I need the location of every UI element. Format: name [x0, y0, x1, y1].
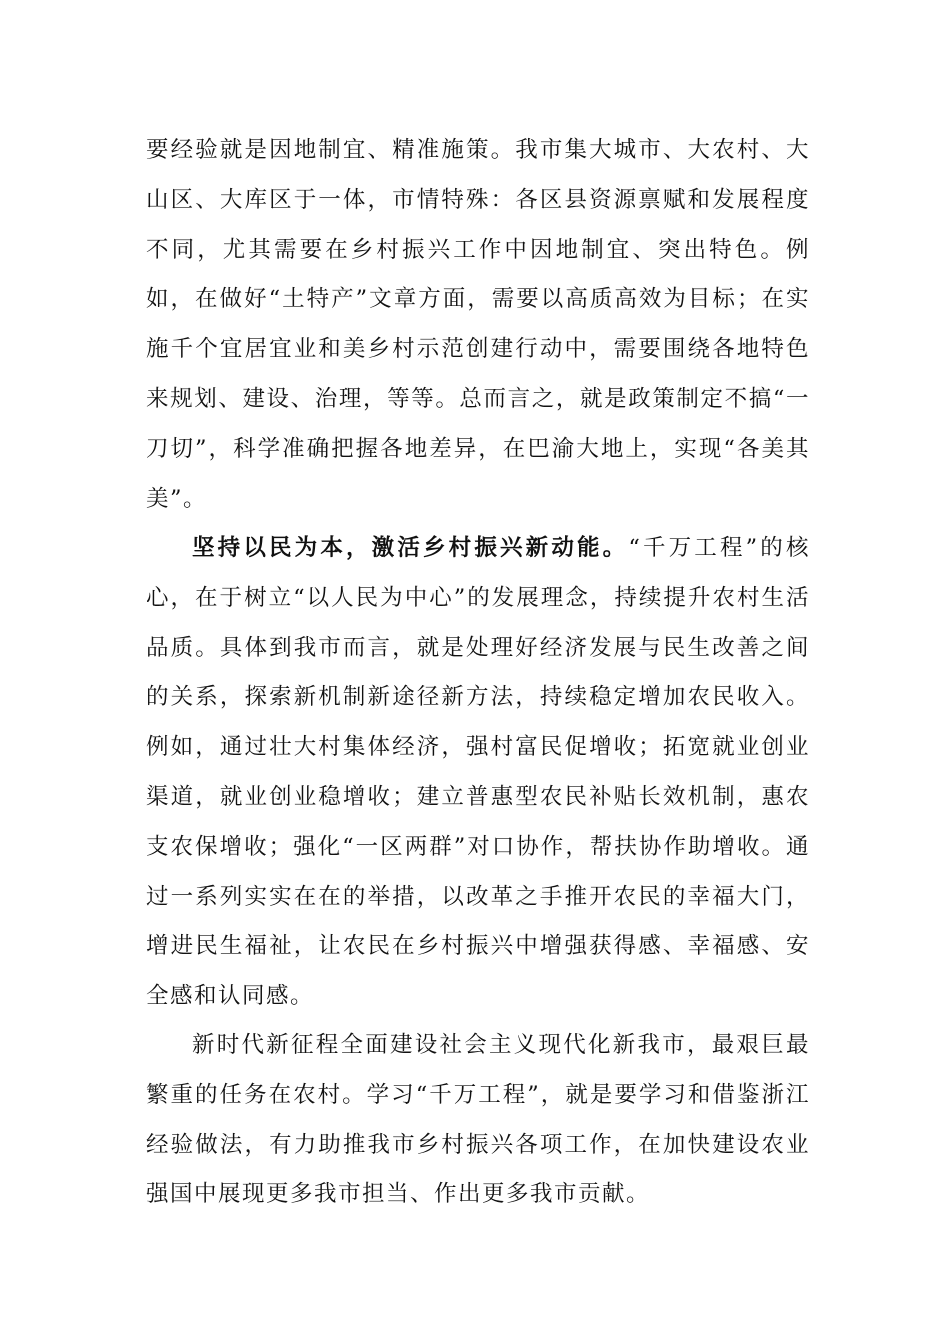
paragraph-continued: [146, 126, 810, 524]
paragraph-conclusion: [146, 1021, 810, 1220]
paragraph-text: 要经验就是因地制宜、精准施策。我市集大城市、大农村、大山区、大库区于一体，市情特殊：各区县资源禀赋和发展程度不同，尤其需要在乡村振兴工作中因地制宜、突出特色。例如，在做好“土特产”文章方面，需要以高质高效为目标；在实施千个宜居宜业和美乡村示范创建行动中，需要围绕各地特色来规划、建设、治理，等等。总而言之，就是政策制定不搞“一刀切”，科学准确把握各地差异，在巴渝大地上，实现“各美其美”。: [146, 137, 810, 512]
paragraph-text: 新时代新征程全面建设社会主义现代化新我市，最艰巨最繁重的任务在农村。学习“千万工程”，就是要学习和借鉴浙江经验做法，有力助推我市乡村振兴各项工作，在加快建设农业强国中展现更多我市担当、作出更多我市贡献。: [146, 1032, 810, 1208]
paragraph-text: “千万工程”的核心，在于树立“以人民为中心”的发展理念，持续提升农村生活品质。具体到我市而言，就是处理好经济发展与民生改善之间的关系，探索新机制新途径新方法，持续稳定增加农民收入。例如，通过壮大村集体经济，强村富民促增收；拓宽就业创业渠道，就业创业稳增收；建立普惠型农民补贴长效机制，惠农支农保增收；强化“一区两群”对口协作，帮扶协作助增收。通过一系列实实在在的举措，以改革之手推开农民的幸福大门，增进民生福祉，让农民在乡村振兴中增强获得感、幸福感、安全感和认同感。: [146, 535, 810, 1010]
paragraph-people-centered: [146, 524, 810, 1022]
paragraph-lead-heading: 坚持以民为本，激活乡村振兴新动能。: [192, 535, 629, 561]
